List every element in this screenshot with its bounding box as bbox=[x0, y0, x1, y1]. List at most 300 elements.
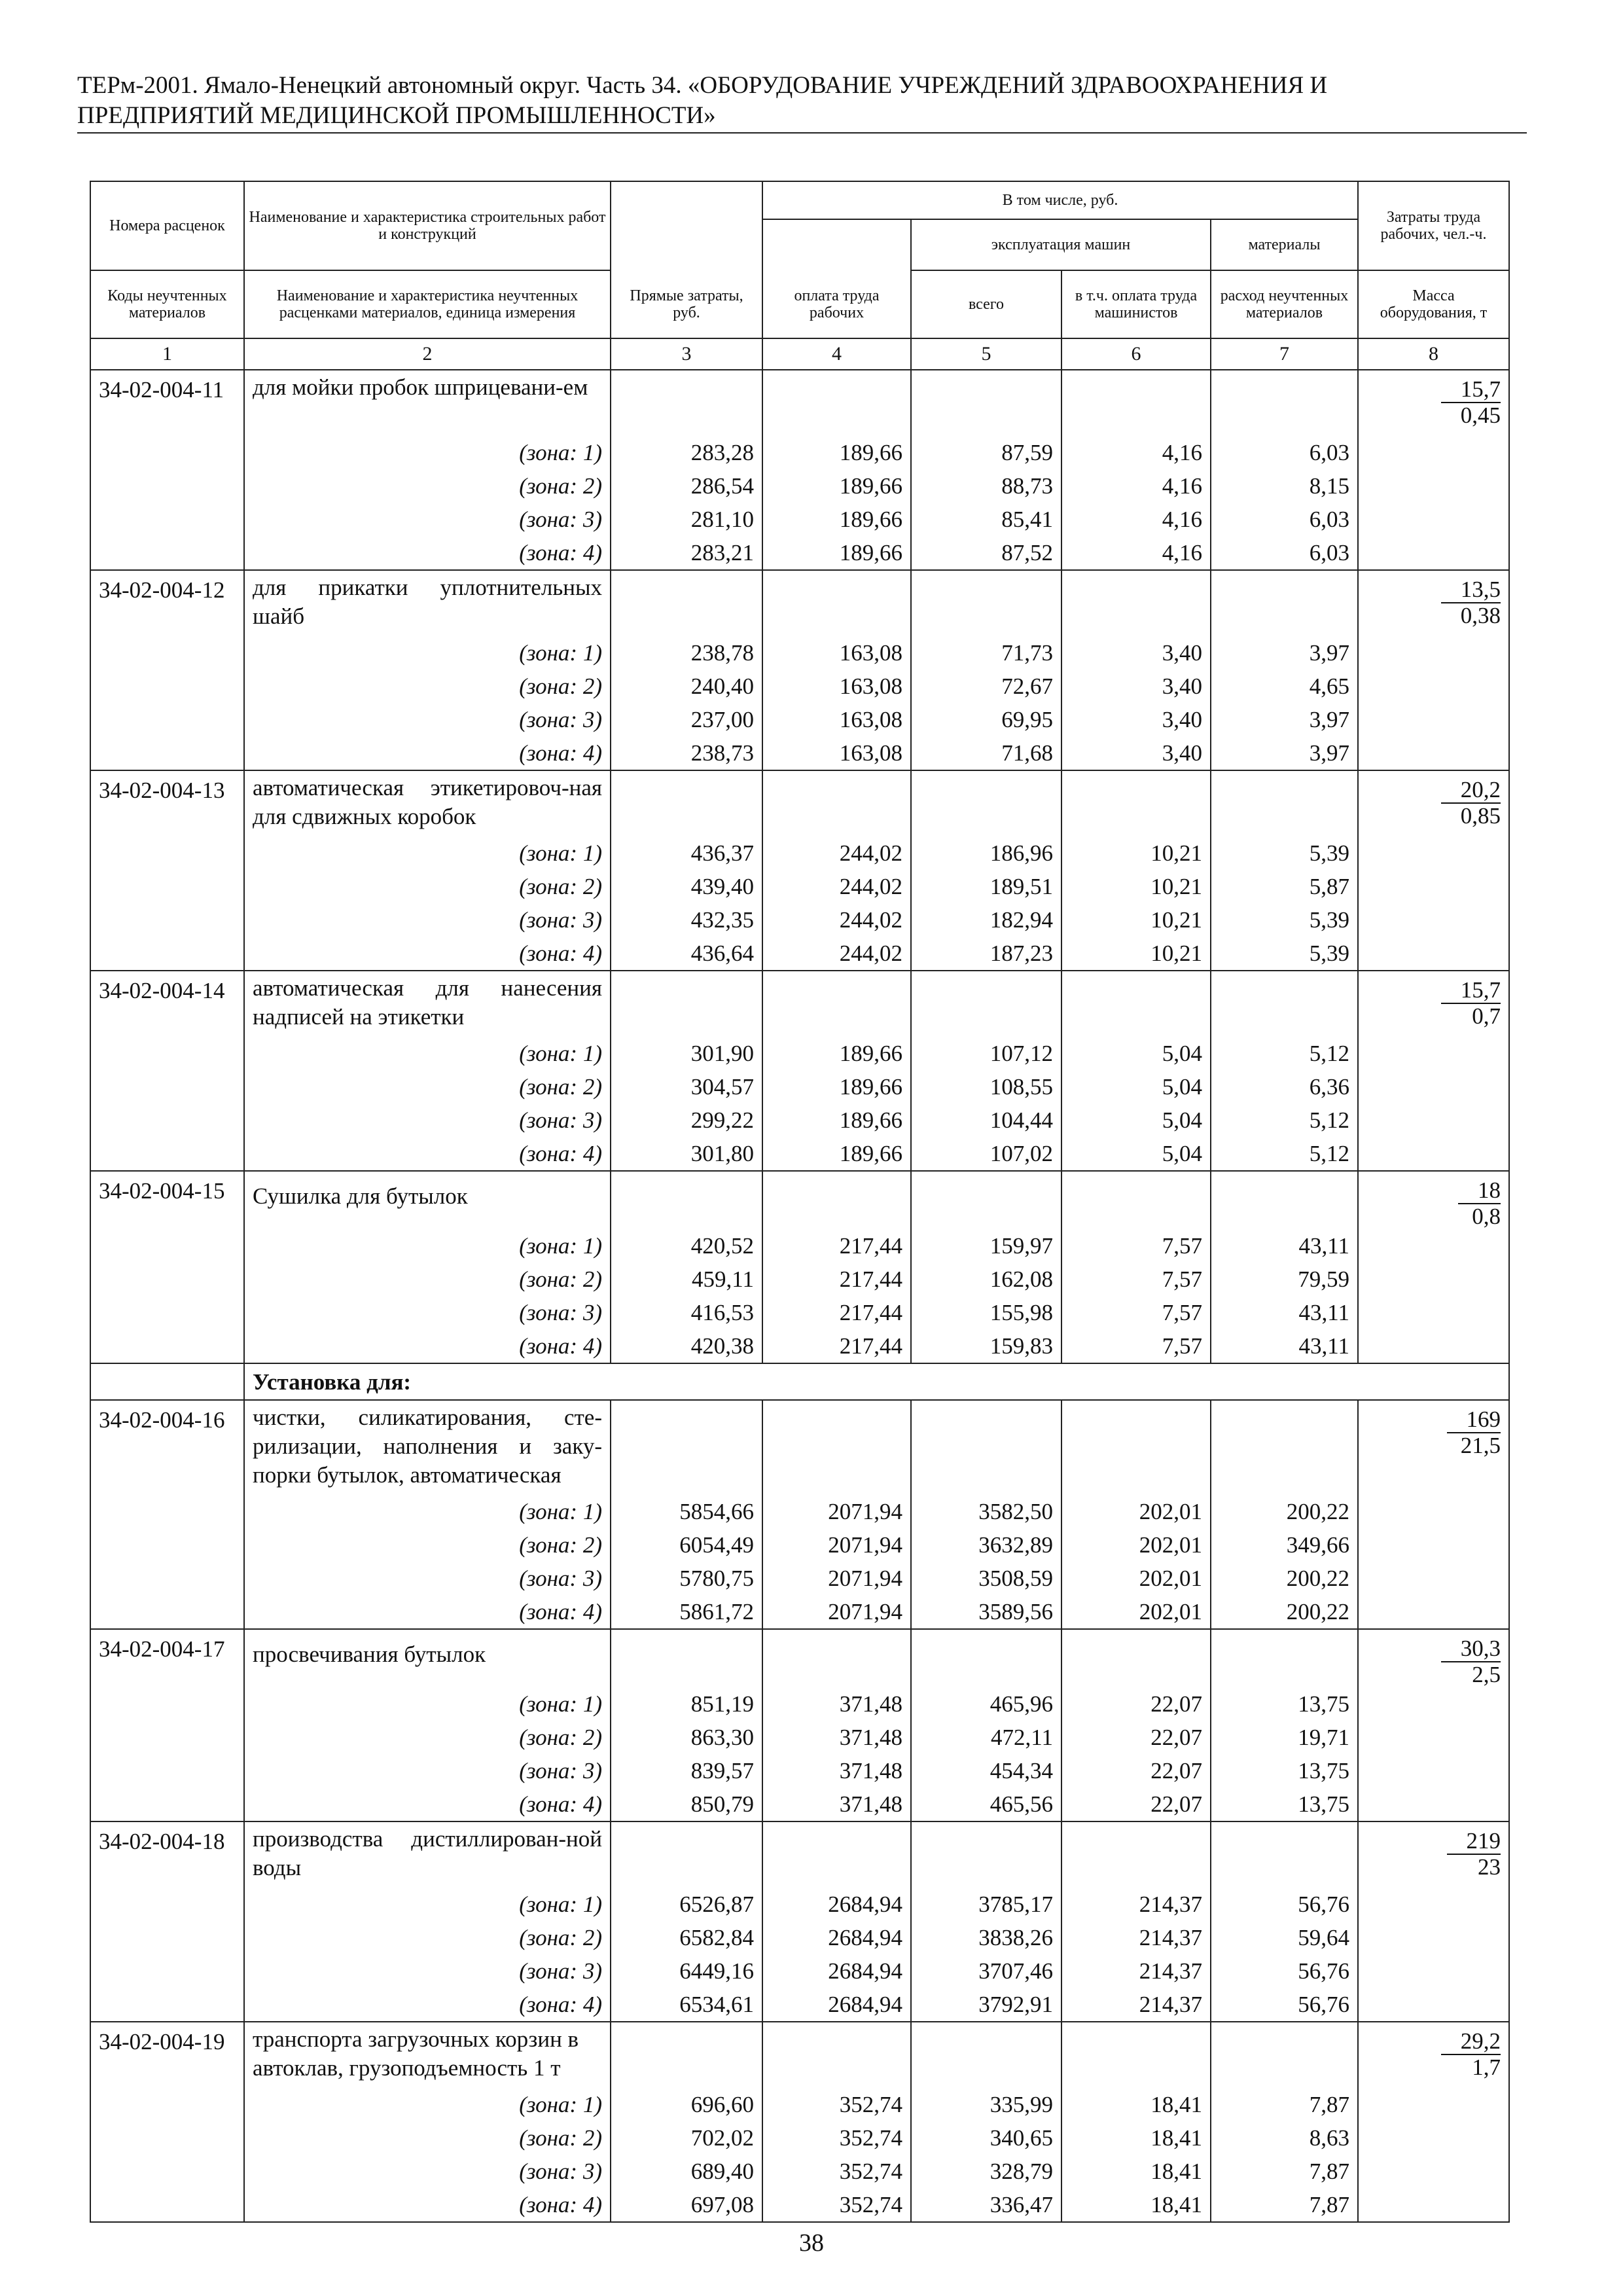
materials-cost: 200,22 bbox=[1211, 1495, 1358, 1528]
rate-code: 34-02-004-17 bbox=[90, 1629, 244, 1687]
zone-label: (зона: 3) bbox=[244, 1754, 611, 1787]
zone-label: (зона: 2) bbox=[244, 670, 611, 703]
machinist-wages: 5,04 bbox=[1061, 1070, 1211, 1103]
machine-total: 454,34 bbox=[911, 1754, 1061, 1787]
column-number: 4 bbox=[762, 338, 911, 370]
machinist-wages: 18,41 bbox=[1061, 2121, 1211, 2155]
machine-total: 71,68 bbox=[911, 736, 1061, 770]
equipment-mass: 0,85 bbox=[1460, 803, 1501, 829]
empty-cell bbox=[611, 770, 762, 836]
empty-cell bbox=[611, 1400, 762, 1495]
worker-wages: 2071,94 bbox=[762, 1495, 911, 1528]
zone-blank bbox=[1358, 703, 1509, 736]
column-number: 8 bbox=[1358, 338, 1509, 370]
zone-blank bbox=[1358, 1721, 1509, 1754]
direct-cost: 6534,61 bbox=[611, 1988, 762, 2022]
zone-row bbox=[90, 1595, 1509, 1629]
materials-cost: 3,97 bbox=[1211, 703, 1358, 736]
zone-blank bbox=[90, 436, 244, 469]
worker-wages: 189,66 bbox=[762, 1037, 911, 1070]
zone-blank bbox=[90, 1528, 244, 1562]
zone-blank bbox=[90, 1721, 244, 1754]
zone-row bbox=[90, 1103, 1509, 1137]
materials-cost: 5,39 bbox=[1211, 836, 1358, 870]
worker-wages: 371,48 bbox=[762, 1721, 911, 1754]
zone-blank bbox=[1358, 1988, 1509, 2022]
materials-cost: 13,75 bbox=[1211, 1687, 1358, 1721]
zone-blank bbox=[90, 1562, 244, 1595]
machinist-wages: 7,57 bbox=[1061, 1296, 1211, 1329]
worker-wages: 2684,94 bbox=[762, 1954, 911, 1988]
machinist-wages: 5,04 bbox=[1061, 1037, 1211, 1070]
zone-blank bbox=[90, 1888, 244, 1921]
direct-cost: 420,52 bbox=[611, 1229, 762, 1263]
direct-cost: 5780,75 bbox=[611, 1562, 762, 1595]
zone-row bbox=[90, 1528, 1509, 1562]
zone-row bbox=[90, 1329, 1509, 1363]
rates-table bbox=[90, 181, 1510, 2223]
empty-cell bbox=[911, 971, 1061, 1037]
empty-cell bbox=[1211, 1821, 1358, 1888]
empty-cell bbox=[762, 370, 911, 436]
labor-cost: 219 bbox=[1447, 1829, 1501, 1855]
col2-bottom-header: Наименование и характеристика неучтенных расценками материалов, единица измерения bbox=[244, 270, 611, 338]
machinist-wages: 202,01 bbox=[1061, 1595, 1211, 1629]
materials-cost: 8,63 bbox=[1211, 2121, 1358, 2155]
machine-total: 3838,26 bbox=[911, 1921, 1061, 1954]
machine-total: 189,51 bbox=[911, 870, 1061, 903]
machine-total: 186,96 bbox=[911, 836, 1061, 870]
labor-mass-fraction bbox=[1358, 1400, 1509, 1495]
header-line-2: ПРЕДПРИЯТИЙ МЕДИЦИНСКОЙ ПРОМЫШЛЕННОСТИ» bbox=[77, 102, 716, 129]
worker-wages: 371,48 bbox=[762, 1754, 911, 1787]
section-blank bbox=[90, 1363, 244, 1400]
direct-cost: 420,38 bbox=[611, 1329, 762, 1363]
zone-row bbox=[90, 1954, 1509, 1988]
equipment-mass: 0,8 bbox=[1472, 1204, 1501, 1229]
machinist-wages: 22,07 bbox=[1061, 1787, 1211, 1821]
empty-cell bbox=[911, 1821, 1061, 1888]
zone-blank bbox=[1358, 1754, 1509, 1787]
direct-cost: 6526,87 bbox=[611, 1888, 762, 1921]
materials-cost: 56,76 bbox=[1211, 1888, 1358, 1921]
col7-header: расход неучтенных материалов bbox=[1211, 270, 1358, 338]
materials-cost: 43,11 bbox=[1211, 1229, 1358, 1263]
worker-wages: 244,02 bbox=[762, 903, 911, 937]
machinist-wages: 4,16 bbox=[1061, 436, 1211, 469]
zone-row bbox=[90, 703, 1509, 736]
zone-blank bbox=[1358, 836, 1509, 870]
direct-cost: 286,54 bbox=[611, 469, 762, 503]
zone-label: (зона: 4) bbox=[244, 1329, 611, 1363]
zone-label: (зона: 3) bbox=[244, 1296, 611, 1329]
col4-header-blank bbox=[762, 219, 911, 270]
empty-cell bbox=[762, 570, 911, 636]
worker-wages: 217,44 bbox=[762, 1263, 911, 1296]
worker-wages: 189,66 bbox=[762, 1137, 911, 1171]
work-title: автоматическая этикетировоч-ная для сдвижных коробок bbox=[244, 770, 611, 836]
zone-row bbox=[90, 2155, 1509, 2188]
empty-cell bbox=[1211, 1400, 1358, 1495]
zone-blank bbox=[1358, 1954, 1509, 1988]
table-row bbox=[90, 370, 1509, 436]
direct-cost: 696,60 bbox=[611, 2088, 762, 2121]
machine-total: 3582,50 bbox=[911, 1495, 1061, 1528]
zone-blank bbox=[1358, 903, 1509, 937]
zone-row bbox=[90, 1988, 1509, 2022]
materials-cost: 56,76 bbox=[1211, 1988, 1358, 2022]
materials-cost: 8,15 bbox=[1211, 469, 1358, 503]
machine-total: 85,41 bbox=[911, 503, 1061, 536]
document-header bbox=[77, 71, 1517, 131]
machinist-wages: 4,16 bbox=[1061, 503, 1211, 536]
empty-cell bbox=[1211, 770, 1358, 836]
machine-total: 3632,89 bbox=[911, 1528, 1061, 1562]
direct-cost: 436,37 bbox=[611, 836, 762, 870]
zone-label: (зона: 1) bbox=[244, 1495, 611, 1528]
materials-cost: 59,64 bbox=[1211, 1921, 1358, 1954]
machinist-wages: 5,04 bbox=[1061, 1103, 1211, 1137]
zone-row bbox=[90, 503, 1509, 536]
labor-cost: 15,7 bbox=[1441, 978, 1501, 1004]
table-row bbox=[90, 1400, 1509, 1495]
worker-wages: 244,02 bbox=[762, 870, 911, 903]
direct-cost: 689,40 bbox=[611, 2155, 762, 2188]
worker-wages: 2071,94 bbox=[762, 1595, 911, 1629]
machinist-wages: 10,21 bbox=[1061, 870, 1211, 903]
zone-blank bbox=[1358, 1137, 1509, 1171]
header-line-1: ТЕРм-2001. Ямало-Ненецкий автономный округ. Часть 34. «ОБОРУДОВАНИЕ УЧРЕЖДЕНИЙ ЗДРАВООХРАНЕНИЯ И bbox=[77, 72, 1328, 99]
direct-cost: 439,40 bbox=[611, 870, 762, 903]
rate-code: 34-02-004-15 bbox=[90, 1171, 244, 1229]
page-number: 38 bbox=[799, 2229, 824, 2257]
materials-cost: 56,76 bbox=[1211, 1954, 1358, 1988]
materials-cost: 7,87 bbox=[1211, 2155, 1358, 2188]
zone-blank bbox=[1358, 1888, 1509, 1921]
materials-cost: 79,59 bbox=[1211, 1263, 1358, 1296]
labor-cost: 30,3 bbox=[1441, 1636, 1501, 1662]
zone-blank bbox=[1358, 1296, 1509, 1329]
direct-cost: 6582,84 bbox=[611, 1921, 762, 1954]
zone-blank bbox=[90, 903, 244, 937]
direct-cost: 851,19 bbox=[611, 1687, 762, 1721]
worker-wages: 244,02 bbox=[762, 836, 911, 870]
labor-mass-fraction bbox=[1358, 2022, 1509, 2088]
table-row bbox=[90, 1821, 1509, 1888]
machine-total: 187,23 bbox=[911, 937, 1061, 971]
empty-cell bbox=[1061, 971, 1211, 1037]
table-row bbox=[90, 570, 1509, 636]
zone-row bbox=[90, 870, 1509, 903]
machinist-wages: 202,01 bbox=[1061, 1528, 1211, 1562]
table-row bbox=[90, 770, 1509, 836]
empty-cell bbox=[611, 2022, 762, 2088]
zone-blank bbox=[90, 2121, 244, 2155]
worker-wages: 352,74 bbox=[762, 2155, 911, 2188]
rate-code: 34-02-004-16 bbox=[90, 1400, 244, 1495]
zone-blank bbox=[1358, 1562, 1509, 1595]
zone-label: (зона: 3) bbox=[244, 1954, 611, 1988]
direct-cost: 237,00 bbox=[611, 703, 762, 736]
zone-blank bbox=[1358, 1329, 1509, 1363]
machinist-wages: 10,21 bbox=[1061, 937, 1211, 971]
worker-wages: 2684,94 bbox=[762, 1988, 911, 2022]
labor-cost: 29,2 bbox=[1441, 2029, 1501, 2055]
machine-total: 3792,91 bbox=[911, 1988, 1061, 2022]
zone-blank bbox=[90, 1988, 244, 2022]
zone-label: (зона: 2) bbox=[244, 1721, 611, 1754]
direct-cost: 299,22 bbox=[611, 1103, 762, 1137]
zone-blank bbox=[90, 536, 244, 570]
direct-cost: 416,53 bbox=[611, 1296, 762, 1329]
worker-wages: 189,66 bbox=[762, 469, 911, 503]
col1-top-header: Номера расценок bbox=[90, 181, 244, 270]
direct-cost: 459,11 bbox=[611, 1263, 762, 1296]
direct-cost: 301,90 bbox=[611, 1037, 762, 1070]
zone-row bbox=[90, 1787, 1509, 1821]
materials-cost: 6,36 bbox=[1211, 1070, 1358, 1103]
zone-label: (зона: 4) bbox=[244, 736, 611, 770]
col3-header: Прямые затраты, руб. bbox=[611, 270, 762, 338]
materials-cost: 6,03 bbox=[1211, 536, 1358, 570]
zone-row bbox=[90, 1229, 1509, 1263]
work-title: для мойки пробок шприцевани-ем bbox=[244, 370, 611, 436]
zone-blank bbox=[1358, 1263, 1509, 1296]
zone-row bbox=[90, 1137, 1509, 1171]
zone-blank bbox=[90, 1495, 244, 1528]
zone-blank bbox=[1358, 1787, 1509, 1821]
machine-total: 340,65 bbox=[911, 2121, 1061, 2155]
zone-blank bbox=[1358, 636, 1509, 670]
machinist-wages: 4,16 bbox=[1061, 536, 1211, 570]
zone-blank bbox=[1358, 2155, 1509, 2188]
empty-cell bbox=[911, 770, 1061, 836]
materials-header: материалы bbox=[1211, 219, 1358, 270]
rate-code: 34-02-004-14 bbox=[90, 971, 244, 1037]
work-title: Сушилка для бутылок bbox=[244, 1171, 611, 1229]
worker-wages: 163,08 bbox=[762, 670, 911, 703]
zone-blank bbox=[90, 1296, 244, 1329]
empty-cell bbox=[1211, 2022, 1358, 2088]
machinist-wages: 3,40 bbox=[1061, 736, 1211, 770]
zone-label: (зона: 3) bbox=[244, 903, 611, 937]
zone-row bbox=[90, 1888, 1509, 1921]
empty-cell bbox=[1211, 971, 1358, 1037]
col6-header: в т.ч. оплата труда машинистов bbox=[1061, 270, 1211, 338]
direct-cost: 6054,49 bbox=[611, 1528, 762, 1562]
zone-blank bbox=[90, 636, 244, 670]
direct-cost: 697,08 bbox=[611, 2188, 762, 2222]
rate-code: 34-02-004-18 bbox=[90, 1821, 244, 1888]
zone-label: (зона: 1) bbox=[244, 636, 611, 670]
rate-code: 34-02-004-11 bbox=[90, 370, 244, 436]
section-heading-row bbox=[90, 1363, 1509, 1400]
machinist-wages: 3,40 bbox=[1061, 703, 1211, 736]
machine-total: 104,44 bbox=[911, 1103, 1061, 1137]
table-body bbox=[90, 370, 1509, 2222]
zone-row bbox=[90, 1296, 1509, 1329]
zone-row bbox=[90, 436, 1509, 469]
machine-total: 71,73 bbox=[911, 636, 1061, 670]
zone-row bbox=[90, 736, 1509, 770]
machinist-wages: 7,57 bbox=[1061, 1263, 1211, 1296]
zone-blank bbox=[90, 670, 244, 703]
zone-blank bbox=[1358, 1070, 1509, 1103]
worker-wages: 189,66 bbox=[762, 503, 911, 536]
zone-blank bbox=[90, 2188, 244, 2222]
zone-label: (зона: 3) bbox=[244, 703, 611, 736]
empty-cell bbox=[1061, 1171, 1211, 1229]
direct-cost: 702,02 bbox=[611, 2121, 762, 2155]
materials-cost: 13,75 bbox=[1211, 1787, 1358, 1821]
col2-top-header: Наименование и характеристика строительных работ и конструкций bbox=[244, 181, 611, 270]
machine-total: 465,96 bbox=[911, 1687, 1061, 1721]
zone-row bbox=[90, 1070, 1509, 1103]
labor-mass-fraction bbox=[1358, 1171, 1509, 1229]
machinist-wages: 10,21 bbox=[1061, 903, 1211, 937]
direct-cost: 863,30 bbox=[611, 1721, 762, 1754]
zone-blank bbox=[1358, 1595, 1509, 1629]
column-number: 5 bbox=[911, 338, 1061, 370]
zone-blank bbox=[90, 1595, 244, 1629]
zone-blank bbox=[90, 503, 244, 536]
worker-wages: 2684,94 bbox=[762, 1888, 911, 1921]
materials-cost: 5,87 bbox=[1211, 870, 1358, 903]
work-title: производства дистиллирован-ной воды bbox=[244, 1821, 611, 1888]
col4-header: оплата труда рабочих bbox=[762, 270, 911, 338]
empty-cell bbox=[611, 370, 762, 436]
machine-total: 182,94 bbox=[911, 903, 1061, 937]
zone-blank bbox=[1358, 2088, 1509, 2121]
materials-cost: 6,03 bbox=[1211, 503, 1358, 536]
direct-cost: 5854,66 bbox=[611, 1495, 762, 1528]
zone-blank bbox=[90, 937, 244, 971]
zone-label: (зона: 2) bbox=[244, 1528, 611, 1562]
empty-cell bbox=[911, 2022, 1061, 2088]
equipment-mass: 0,7 bbox=[1472, 1003, 1501, 1029]
equipment-mass: 21,5 bbox=[1460, 1433, 1501, 1458]
empty-cell bbox=[762, 1400, 911, 1495]
machine-total: 159,97 bbox=[911, 1229, 1061, 1263]
worker-wages: 371,48 bbox=[762, 1687, 911, 1721]
zone-blank bbox=[1358, 2188, 1509, 2222]
col3-header-blank bbox=[611, 181, 762, 270]
zone-label: (зона: 4) bbox=[244, 1595, 611, 1629]
zone-label: (зона: 2) bbox=[244, 2121, 611, 2155]
empty-cell bbox=[611, 570, 762, 636]
zone-blank bbox=[90, 1329, 244, 1363]
machines-header: эксплуатация машин bbox=[911, 219, 1211, 270]
zone-row bbox=[90, 1562, 1509, 1595]
zone-label: (зона: 4) bbox=[244, 536, 611, 570]
empty-cell bbox=[762, 770, 911, 836]
table-row bbox=[90, 2022, 1509, 2088]
machinist-wages: 18,41 bbox=[1061, 2155, 1211, 2188]
machinist-wages: 10,21 bbox=[1061, 836, 1211, 870]
table-row bbox=[90, 971, 1509, 1037]
materials-cost: 3,97 bbox=[1211, 636, 1358, 670]
worker-wages: 189,66 bbox=[762, 1070, 911, 1103]
worker-wages: 163,08 bbox=[762, 636, 911, 670]
zone-label: (зона: 1) bbox=[244, 2088, 611, 2121]
zone-blank bbox=[90, 2155, 244, 2188]
zone-blank bbox=[90, 1754, 244, 1787]
empty-cell bbox=[911, 1171, 1061, 1229]
empty-cell bbox=[762, 1821, 911, 1888]
zone-blank bbox=[1358, 736, 1509, 770]
zone-row bbox=[90, 1495, 1509, 1528]
empty-cell bbox=[762, 1171, 911, 1229]
zone-blank bbox=[1358, 436, 1509, 469]
work-title: автоматическая для нанесения надписей на этикетки bbox=[244, 971, 611, 1037]
machine-total: 107,12 bbox=[911, 1037, 1061, 1070]
materials-cost: 5,12 bbox=[1211, 1103, 1358, 1137]
column-number: 7 bbox=[1211, 338, 1358, 370]
zone-row bbox=[90, 836, 1509, 870]
direct-cost: 436,64 bbox=[611, 937, 762, 971]
machine-total: 69,95 bbox=[911, 703, 1061, 736]
machine-total: 155,98 bbox=[911, 1296, 1061, 1329]
machine-total: 328,79 bbox=[911, 2155, 1061, 2188]
labor-mass-fraction bbox=[1358, 971, 1509, 1037]
equipment-mass: 0,38 bbox=[1460, 603, 1501, 628]
zone-blank bbox=[1358, 1103, 1509, 1137]
labor-cost: 169 bbox=[1447, 1407, 1501, 1433]
labor-cost: 13,5 bbox=[1441, 577, 1501, 603]
machine-total: 87,52 bbox=[911, 536, 1061, 570]
materials-cost: 4,65 bbox=[1211, 670, 1358, 703]
materials-cost: 5,39 bbox=[1211, 903, 1358, 937]
zone-blank bbox=[90, 1229, 244, 1263]
labor-cost: 20,2 bbox=[1441, 778, 1501, 804]
machinist-wages: 18,41 bbox=[1061, 2088, 1211, 2121]
work-title: чистки, силикатирования, сте-рилизации, наполнения и заку-порки бутылок, автоматическая bbox=[244, 1400, 611, 1495]
empty-cell bbox=[611, 1629, 762, 1687]
zone-blank bbox=[1358, 536, 1509, 570]
materials-cost: 5,12 bbox=[1211, 1137, 1358, 1171]
zone-row bbox=[90, 670, 1509, 703]
zone-blank bbox=[90, 836, 244, 870]
machinist-wages: 3,40 bbox=[1061, 636, 1211, 670]
labor-mass-fraction bbox=[1358, 1821, 1509, 1888]
empty-cell bbox=[1211, 1629, 1358, 1687]
zone-row bbox=[90, 1037, 1509, 1070]
zone-blank bbox=[90, 1070, 244, 1103]
equipment-mass: 2,5 bbox=[1472, 1662, 1501, 1687]
worker-wages: 2071,94 bbox=[762, 1562, 911, 1595]
machine-total: 88,73 bbox=[911, 469, 1061, 503]
group-header: В том числе, руб. bbox=[762, 181, 1358, 219]
zone-blank bbox=[90, 1687, 244, 1721]
zone-row bbox=[90, 1263, 1509, 1296]
machine-total: 3508,59 bbox=[911, 1562, 1061, 1595]
column-numbers-row bbox=[90, 338, 1509, 370]
empty-cell bbox=[762, 2022, 911, 2088]
materials-cost: 3,97 bbox=[1211, 736, 1358, 770]
empty-cell bbox=[1211, 370, 1358, 436]
zone-label: (зона: 2) bbox=[244, 469, 611, 503]
empty-cell bbox=[911, 370, 1061, 436]
labor-mass-fraction bbox=[1358, 770, 1509, 836]
worker-wages: 244,02 bbox=[762, 937, 911, 971]
worker-wages: 163,08 bbox=[762, 736, 911, 770]
zone-blank bbox=[1358, 1687, 1509, 1721]
machine-total: 87,59 bbox=[911, 436, 1061, 469]
zone-label: (зона: 2) bbox=[244, 1921, 611, 1954]
machinist-wages: 7,57 bbox=[1061, 1329, 1211, 1363]
machinist-wages: 18,41 bbox=[1061, 2188, 1211, 2222]
table-row bbox=[90, 1629, 1509, 1687]
